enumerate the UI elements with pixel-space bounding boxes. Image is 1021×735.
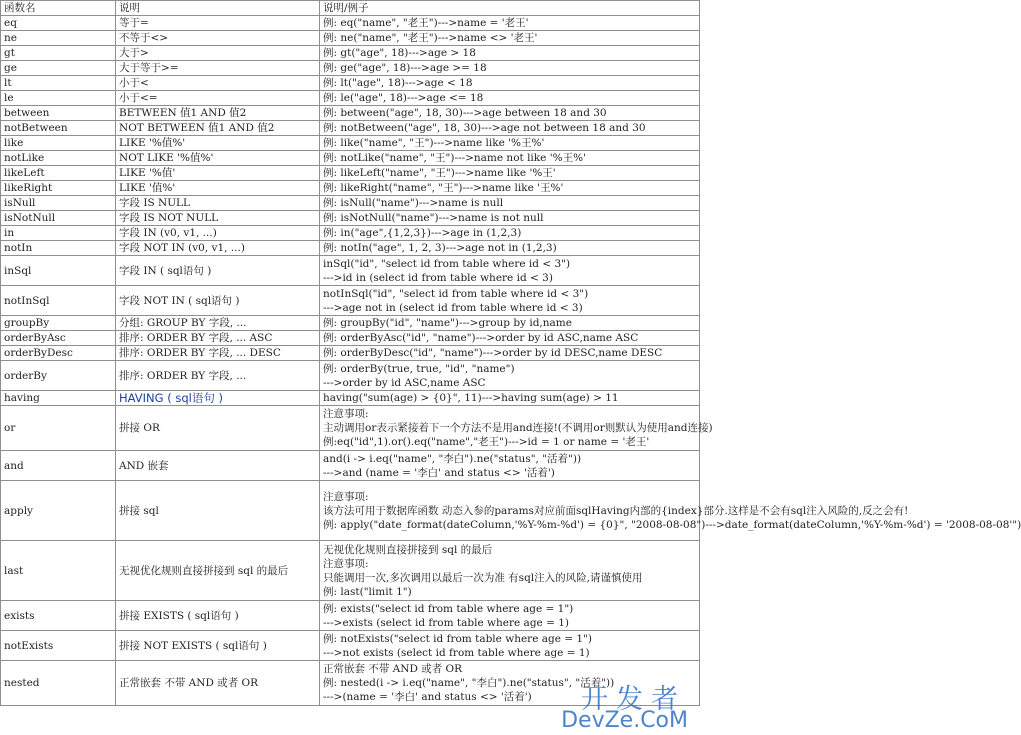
table-row [1,46,700,61]
example-line: 例: in("age",{1,2,3})--->age in (1,2,3) [323,227,522,239]
table-row [1,61,700,76]
function-name-cell: having [1,391,116,406]
table-row [1,241,700,256]
function-name-cell: likeLeft [1,166,116,181]
example-line: 例: notIn("age", 1, 2, 3)--->age not in (1,2,3) [323,242,557,254]
example-line: 例: likeRight("name", "王")--->name like '王%' [323,182,564,194]
example-cell [320,46,700,61]
example-line: 例: lt("age", 18)--->age < 18 [323,77,473,89]
function-name-cell: and [1,451,116,481]
example-line: 正常嵌套 不带 AND 或者 OR [323,663,463,675]
table-row [1,211,700,226]
header-description: 说明 [116,1,320,16]
example-line: having("sum(age) > {0}", 11)--->having sum(age) > 11 [323,392,619,404]
table-row [1,181,700,196]
example-line: 该方法可用于数据库函数 动态入参的params对应前面sqlHaving内部的{index}部分.这样是不会有sql注入风险的,反之会有! [323,504,909,517]
description-cell: 拼接 NOT EXISTS ( sql语句 ) [116,631,320,661]
description-cell: 正常嵌套 不带 AND 或者 OR [116,661,320,706]
description-cell: 字段 NOT IN ( sql语句 ) [116,286,320,316]
example-line: 例: groupBy("id", "name")--->group by id,name [323,317,572,329]
description-cell: 字段 IS NOT NULL [116,211,320,226]
example-cell [320,601,700,631]
example-line: 例: nested(i -> i.eq("name", "李白").ne("status", "活着")) [323,677,615,689]
description-cell: 拼接 OR [116,406,320,451]
description-cell: 字段 IN ( sql语句 ) [116,256,320,286]
example-line: notInSql("id", "select id from table where id < 3") [323,287,589,300]
table-row [1,316,700,331]
example-line: 例: apply("date_format(dateColumn,'%Y-%m-%d') = {0}", "2008-08-08")--->date_format(dateColumn,'%Y-%m-%d') = '2008-08-08'") [323,518,1021,531]
description-cell: 拼接 sql [116,481,320,541]
example-cell [320,286,700,316]
table-row [1,16,700,31]
function-name-cell: like [1,136,116,151]
function-name-cell: between [1,106,116,121]
description-cell: 排序: ORDER BY 字段, ... ASC [116,331,320,346]
description-cell: 无视优化规则直接拼接到 sql 的最后 [116,541,320,601]
table-row [1,226,700,241]
example-line: 例: like("name", "王")--->name like '%王%' [323,137,545,149]
table-row [1,91,700,106]
example-cell [320,31,700,46]
description-cell: 小于<= [116,91,320,106]
header-function-name: 函数名 [1,1,116,16]
description-cell: 排序: ORDER BY 字段, ... [116,361,320,391]
function-name-cell: orderByAsc [1,331,116,346]
function-name-cell: inSql [1,256,116,286]
table-row [1,541,700,601]
description-cell: 排序: ORDER BY 字段, ... DESC [116,346,320,361]
example-cell [320,346,700,361]
table-row [1,601,700,631]
table-row [1,106,700,121]
table-row [1,31,700,46]
function-name-cell: notBetween [1,121,116,136]
function-name-cell: orderByDesc [1,346,116,361]
example-cell [320,166,700,181]
example-line: 例: le("age", 18)--->age <= 18 [323,92,484,104]
example-line: 注意事项: [323,557,369,570]
example-cell [320,151,700,166]
example-cell [320,541,700,601]
function-name-cell: le [1,91,116,106]
example-line: 例: exists("select id from table where age = 1") [323,602,574,615]
description-cell: LIKE '%值' [116,166,320,181]
example-line: 例: notBetween("age", 18, 30)--->age not between 18 and 30 [323,122,646,134]
function-name-cell: last [1,541,116,601]
function-name-cell: isNotNull [1,211,116,226]
description-cell: 拼接 EXISTS ( sql语句 ) [116,601,320,631]
function-name-cell: orderBy [1,361,116,391]
table-row [1,136,700,151]
function-name-cell: groupBy [1,316,116,331]
function-name-cell: gt [1,46,116,61]
function-name-cell: ne [1,31,116,46]
header-example: 说明/例子 [320,1,700,16]
example-line: 例: orderByDesc("id", "name")--->order by id DESC,name DESC [323,347,663,359]
table-header-row [1,1,700,16]
example-line: 例: notExists("select id from table where age = 1") [323,632,593,645]
function-name-cell: likeRight [1,181,116,196]
function-name-cell: notExists [1,631,116,661]
description-cell: 大于> [116,46,320,61]
example-line: 主动调用or表示紧接着下一个方法不是用and连接!(不调用or则默认为使用and连接) [323,422,713,434]
example-line: 例: orderByAsc("id", "name")--->order by id ASC,name ASC [323,332,639,344]
function-name-cell: exists [1,601,116,631]
table-row [1,481,700,541]
example-line: 例: eq("name", "老王")--->name = '老王' [323,17,529,29]
example-line: --->and (name = '李白' and status <> '活着') [323,466,555,479]
example-line: 例:eq("id",1).or().eq("name","老王")--->id = 1 or name = '老王' [323,436,650,448]
example-line: 例: isNotNull("name")--->name is not null [323,212,544,224]
description-cell: 不等于<> [116,31,320,46]
description-cell: NOT LIKE '%值%' [116,151,320,166]
table-row [1,346,700,361]
description-cell: 分组: GROUP BY 字段, ... [116,316,320,331]
function-name-cell: notIn [1,241,116,256]
example-line: 例: isNull("name")--->name is null [323,197,504,209]
example-cell [320,16,700,31]
table-row [1,256,700,286]
description-cell: NOT BETWEEN 值1 AND 值2 [116,121,320,136]
example-line: 例: ne("name", "老王")--->name <> '老王' [323,32,538,44]
description-cell: 大于等于>= [116,61,320,76]
example-line: --->exists (select id from table where age = 1) [323,616,570,629]
description-cell: AND 嵌套 [116,451,320,481]
watermark-text-bottom: DevZe.CoM [561,708,688,733]
table-row [1,76,700,91]
example-line: 注意事项: [323,490,369,503]
example-line: --->order by id ASC,name ASC [323,376,486,389]
example-line: --->age not in (select id from table where id < 3) [323,301,583,314]
example-line: 例: notLike("name", "王")--->name not like '%王%' [323,152,586,164]
description-cell: HAVING ( sql语句 ) [116,391,320,406]
table-row [1,121,700,136]
table-row [1,631,700,661]
table-row [1,331,700,346]
example-line: 注意事项: [323,408,369,420]
example-cell [320,76,700,91]
function-name-cell: in [1,226,116,241]
watermark-text-top: 开发者 [581,684,686,715]
description-cell: BETWEEN 值1 AND 值2 [116,106,320,121]
function-name-cell: notInSql [1,286,116,316]
example-line: 例: likeLeft("name", "王")--->name like '%王' [323,167,556,179]
example-line: and(i -> i.eq("name", "李白").ne("status", "活着")) [323,452,582,465]
example-cell [320,631,700,661]
function-name-cell: apply [1,481,116,541]
function-name-cell: ge [1,61,116,76]
example-cell [320,196,700,211]
example-cell [320,391,700,406]
table-row [1,196,700,211]
example-line: --->not exists (select id from table where age = 1) [323,646,590,659]
example-cell [320,226,700,241]
example-line: --->(name = '李白' and status <> '活着') [323,691,532,703]
description-cell: 小于< [116,76,320,91]
example-line: 例: gt("age", 18)--->age > 18 [323,47,476,59]
table-row [1,406,700,451]
description-cell: 等于= [116,16,320,31]
table-row [1,151,700,166]
description-cell: 字段 IS NULL [116,196,320,211]
example-cell [320,481,1021,541]
example-cell [320,121,700,136]
example-cell [320,361,700,391]
example-cell [320,661,700,706]
example-line: 例: last("limit 1") [323,585,412,598]
example-cell [320,256,700,286]
table-row [1,451,700,481]
example-cell [320,136,700,151]
description-cell: LIKE '%值%' [116,136,320,151]
example-line: 例: ge("age", 18)--->age >= 18 [323,62,487,74]
example-line: 只能调用一次,多次调用以最后一次为准 有sql注入的风险,请谨慎使用 [323,571,643,584]
example-cell [320,106,700,121]
example-cell [320,211,700,226]
description-cell: LIKE '值%' [116,181,320,196]
example-line: 例: between("age", 18, 30)--->age between 18 and 30 [323,107,607,119]
function-name-cell: or [1,406,116,451]
example-cell [320,451,700,481]
example-cell [320,241,700,256]
table-row [1,286,700,316]
example-cell [320,61,700,76]
function-name-cell: lt [1,76,116,91]
table-row [1,661,700,706]
table-row [1,361,700,391]
function-name-cell: notLike [1,151,116,166]
example-line: 例: orderBy(true, true, "id", "name") [323,362,515,375]
example-line: inSql("id", "select id from table where id < 3") [323,257,571,270]
description-cell: 字段 IN (v0, v1, ...) [116,226,320,241]
function-name-cell: eq [1,16,116,31]
example-cell [320,316,700,331]
description-cell: 字段 NOT IN (v0, v1, ...) [116,241,320,256]
example-cell [320,91,700,106]
example-cell [320,331,700,346]
table-row [1,391,700,406]
function-name-cell: isNull [1,196,116,211]
table-row [1,166,700,181]
example-cell [320,406,713,451]
example-line: 无视优化规则直接拼接到 sql 的最后 [323,543,493,556]
function-name-cell: nested [1,661,116,706]
example-line: --->id in (select id from table where id < 3) [323,271,553,284]
example-cell [320,181,700,196]
